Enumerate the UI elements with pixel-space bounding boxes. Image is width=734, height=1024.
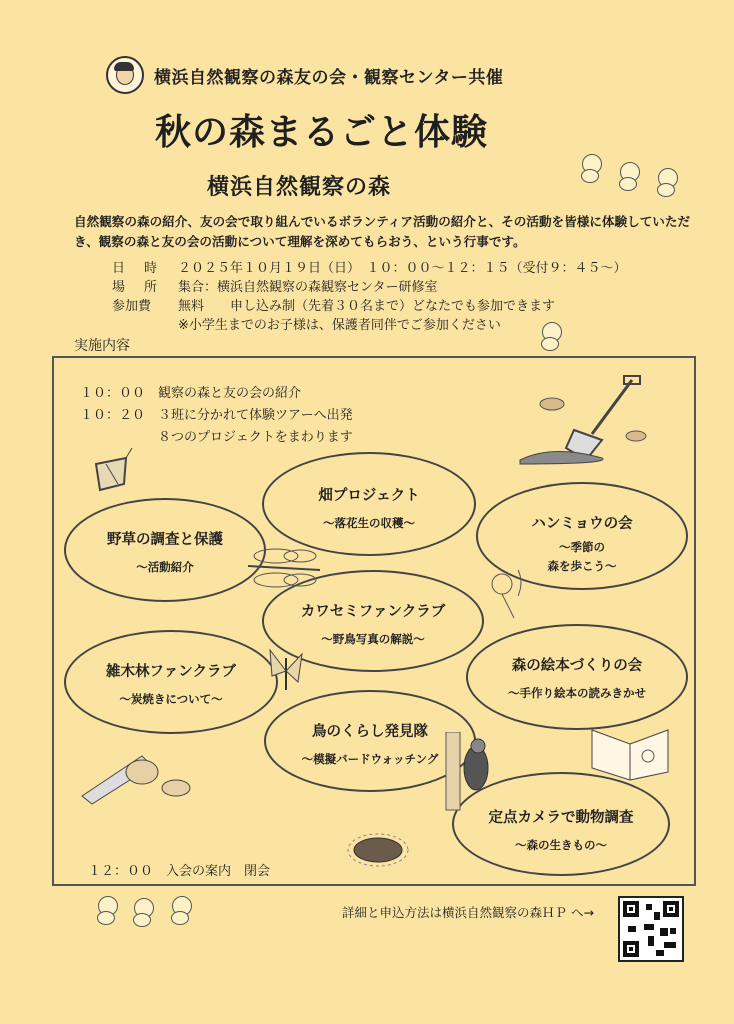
footer-text: 詳細と申込方法は横浜自然観察の森ＨＰ へ→ <box>342 905 594 920</box>
organizer-text: 横浜自然観察の森友の会・観察センター共催 <box>154 67 504 88</box>
butterfly-icon <box>266 646 308 696</box>
project-yasou <box>64 498 266 602</box>
place-row <box>112 278 627 297</box>
project-hatake <box>262 452 476 556</box>
chick-icon <box>98 896 118 916</box>
organizer-line <box>106 58 503 92</box>
page-subtitle: 横浜自然観察の森 <box>207 175 392 200</box>
project-title: 森の絵本づくりの会 <box>511 658 643 674</box>
fee-row <box>112 297 627 316</box>
schedule-item-2-sub: ８つのプロジェクトをまわります <box>158 430 353 445</box>
project-subtitle: ～季節の <box>559 540 605 554</box>
place-label: 場 所 <box>112 280 161 295</box>
chick-icon <box>582 154 602 174</box>
project-title: カワセミファンクラブ <box>300 604 446 620</box>
place-value: 集合：横浜自然観察の森観察センター研修室 <box>178 280 438 295</box>
chick-icon <box>620 162 640 182</box>
project-zoukibayashi <box>64 630 278 734</box>
project-subtitle: ～落花生の収穫～ <box>323 516 415 530</box>
dragonfly-icon <box>244 544 324 592</box>
date-row <box>112 259 627 278</box>
section-label: 実施内容 <box>74 338 130 354</box>
project-title: ハンミョウの会 <box>531 516 633 532</box>
project-subtitle: ～野鳥写真の解説～ <box>321 632 425 646</box>
project-title: 野草の調査と保護 <box>107 532 223 548</box>
qr-code-icon[interactable] <box>618 896 684 962</box>
date-value: ２０２５年１０月１９日（日） １０：００～１２：１５（受付９：４５～） <box>178 261 627 276</box>
chick-icon <box>542 322 562 342</box>
fee-value: 無料 申し込み制（先着３０名まで）どなたでも参加できます <box>178 299 556 314</box>
schedule-closing: １２：００ 入会の案内 閉会 <box>88 864 271 879</box>
schedule-item-2: １０：２０ ３班に分かれて体験ツアーへ出発 <box>80 408 353 423</box>
project-subtitle: ～炭焼きについて～ <box>119 692 223 706</box>
chick-icon <box>134 898 154 918</box>
fee-label: 参加費 <box>112 299 152 314</box>
chick-icon <box>172 896 192 916</box>
flower-icon <box>484 562 534 622</box>
date-label: 日 時 <box>112 261 161 276</box>
mascot-logo-icon <box>106 56 144 94</box>
project-title: 定点カメラで動物調査 <box>488 810 634 826</box>
chick-icon <box>658 168 678 188</box>
project-subtitle: ～活動紹介 <box>136 560 194 574</box>
project-subtitle: ～森の生きもの～ <box>515 838 607 852</box>
intro-text: 自然観察の森の紹介、友の会で取り組んでいるボランティア活動の紹介と、その活動を皆様に体験していただき、観察の森と友の会の活動について理解を深めてもらおう、という行事です。 <box>74 214 691 249</box>
woodpecker-icon <box>442 732 498 812</box>
project-subtitle: ～模擬バードウォッチング <box>301 752 439 766</box>
page-title: 秋の森まるごと体験 <box>155 112 489 153</box>
schedule-item-1: １０：００ 観察の森と友の会の紹介 <box>80 386 302 401</box>
project-title: 雑木林ファンクラブ <box>106 664 236 680</box>
project-title: 鳥のくらし発見隊 <box>312 724 428 740</box>
project-title: 畑プロジェクト <box>318 488 420 504</box>
project-subtitle: 森を歩こう～ <box>547 559 617 573</box>
shovel-peanuts-icon <box>512 374 672 474</box>
stink-bug-icon <box>86 444 136 496</box>
boar-icon <box>346 828 410 868</box>
project-subtitle: ～手作り絵本の読みきかせ <box>508 686 646 700</box>
picture-book-icon <box>588 710 672 782</box>
guardian-note: ※小学生までのお子様は、保護者同伴でご参加ください <box>178 318 501 333</box>
saw-log-icon <box>72 726 192 806</box>
